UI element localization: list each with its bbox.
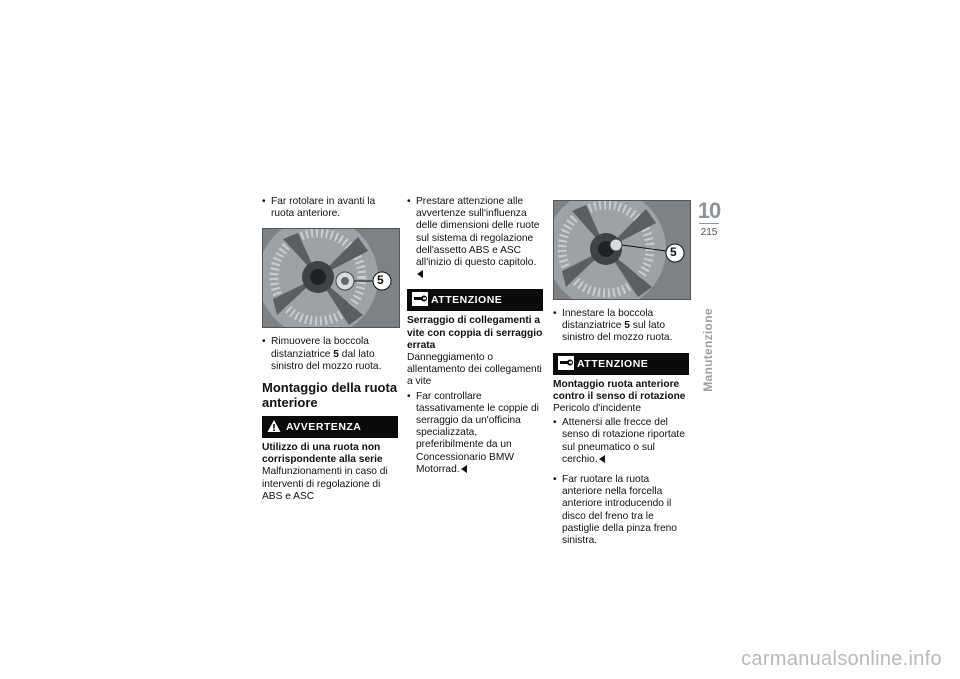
instruction-rotate-wheel: • Far ruotare la ruota anteriore nella forcella anteriore introducendo il disco del freno tra le pastiglie della pinza freno sinistra. [553, 474, 689, 547]
chapter-divider [699, 223, 719, 224]
attention-banner [407, 289, 543, 311]
attention-label: ATTENZIONE [431, 294, 503, 307]
end-mark-icon [417, 270, 423, 278]
end-mark-icon [599, 455, 605, 463]
attention-title: Montaggio ruota anteriore contro il senso di rotazione [553, 378, 686, 402]
page-number: 215 [700, 227, 718, 238]
instruction-observe-warnings: • Prestare attenzione alle avvertenze sull'influenza delle dimensioni delle ruote sul sistema di regolazione dell'assetto ABS e ASC all'inizio di questo capitolo. [407, 196, 543, 281]
chapter-number: 10 [697, 198, 721, 223]
attention-wrench-icon [412, 292, 428, 306]
instruction-check-torque: • Far controllare tassativamente le coppie di serraggio da un'officina specializzata, preferibilmente da un Concessionario BMW Motorrad. [407, 391, 543, 476]
photo-remove-spacer [262, 228, 400, 328]
instruction-rotation-arrows: • Attenersi alle frecce del senso di rotazione riportate sul pneumatico o sul cerchio. [553, 417, 689, 466]
chapter-section-label: Manutenzione [701, 308, 715, 392]
column-1 [262, 196, 398, 505]
column-3 [553, 196, 689, 555]
warning-title: Utilizzo di una ruota non corrispondente alla serie [262, 442, 383, 466]
instruction-insert-spacer: • Innestare la boccola distanziatrice 5 sul lato sinistro del mozzo ruota. [553, 308, 689, 345]
watermark: carmanualsonline.info [741, 648, 942, 670]
attention-wrench-icon [558, 356, 574, 370]
photo-insert-spacer [553, 200, 691, 300]
warning-text: Malfunzionamenti in caso di interventi di regolazione di ABS e ASC [262, 466, 388, 502]
warning-triangle-icon [267, 419, 281, 433]
column-2 [407, 196, 543, 484]
section-heading: Montaggio della ruota anteriore [262, 380, 398, 410]
attention-title: Serraggio di collegamenti a vite con coppia di serraggio errata [407, 315, 543, 351]
end-mark-icon [461, 465, 467, 473]
figure-callout-5: 5 [670, 245, 677, 259]
instruction-roll-wheel: • Far rotolare in avanti la ruota anteriore. [262, 196, 398, 220]
instruction-remove-spacer: • Rimuovere la boccola distanziatrice 5 dal lato sinistro del mozzo ruota. [262, 336, 398, 373]
warning-banner [262, 416, 398, 438]
warning-label: AVVERTENZA [286, 420, 362, 433]
attention-text: Danneggiamento o allentamento dei collegamenti a vite [407, 352, 542, 388]
attention-banner [553, 353, 689, 375]
attention-text: Pericolo d'incidente [553, 403, 642, 415]
figure-callout-5: 5 [377, 273, 384, 288]
attention-label: ATTENZIONE [577, 357, 649, 370]
